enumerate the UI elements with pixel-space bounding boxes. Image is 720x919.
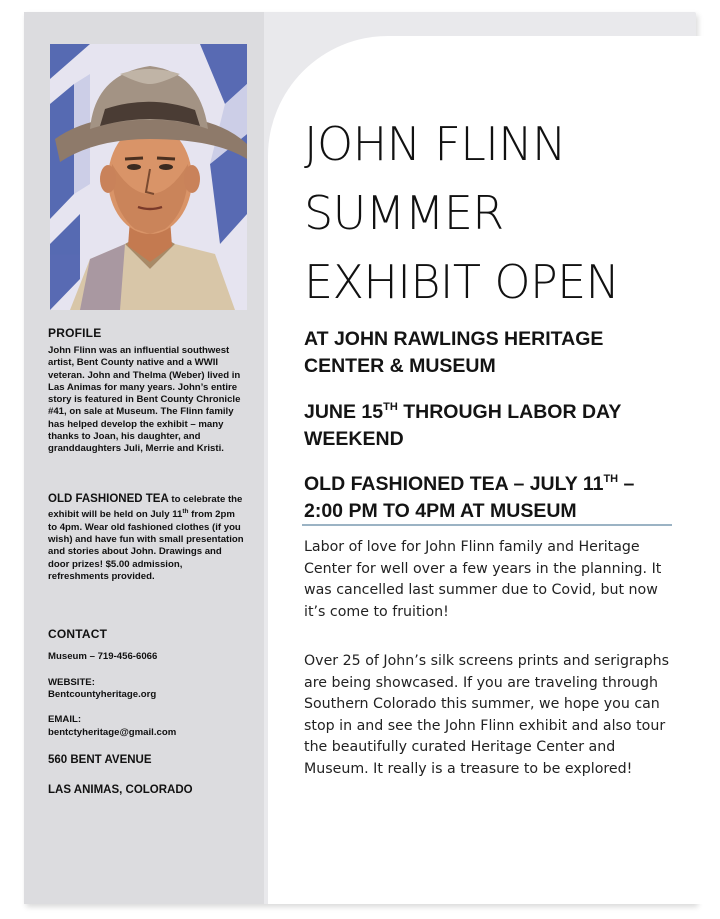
tea-description: OLD FASHIONED TEA to celebrate the exhibit will be held on July 11th from 2pm to 4pm. Wear old fashioned clothes (if you wish) and have fun with small presentation and stories about John. Drawings and door prizes! $5.00 admission, refreshments provided. bbox=[48, 493, 244, 582]
dates-subhead: JUNE 15TH THROUGH LABOR DAY WEEKEND bbox=[304, 401, 621, 450]
tea-heading: OLD FASHIONED TEA bbox=[48, 493, 169, 505]
city-state: LAS ANIMAS, COLORADO bbox=[48, 784, 193, 796]
tea-subhead: OLD FASHIONED TEA – JULY 11TH – 2:00 PM TO 4PM AT MUSEUM bbox=[304, 473, 635, 522]
website-label: WEBSITE: bbox=[48, 677, 95, 688]
title-line: JOHN FLINN bbox=[304, 117, 566, 171]
location-subhead: AT JOHN RAWLINGS HERITAGE CENTER & MUSEUM bbox=[304, 328, 604, 377]
body-paragraph-1: Labor of love for John Flinn family and Heritage Center for well over a few years in the planning. It was cancelled last summer due to Covid, but now it’s come to fruition! bbox=[304, 539, 662, 620]
contact-heading: CONTACT bbox=[48, 627, 108, 641]
divider bbox=[302, 524, 672, 526]
phone-number: Museum – 719-456-6066 bbox=[48, 651, 158, 662]
website-link[interactable]: Bentcountyheritage.org bbox=[48, 689, 157, 700]
address: 560 BENT AVENUE bbox=[48, 754, 152, 766]
profile-text: John Flinn was an influential southwest artist, Bent County native and a WWII veteran. John and Thelma (Weber) lived in Las Animas for many years. John’s entire story is featured in Bent County Chronicle #41, on sale at Museum. The Flinn family has helped develop the exhibit – many thanks to Joan, his daughter, and granddaughters Juli, Merrie and Kristi. bbox=[48, 345, 241, 455]
email-link[interactable]: bentctyheritage@gmail.com bbox=[48, 727, 177, 738]
title-line: SUMMER bbox=[304, 186, 504, 240]
profile-heading: PROFILE bbox=[48, 326, 102, 340]
body-paragraph-2: Over 25 of John’s silk screens prints and serigraphs are being showcased. If you are traveling through Southern Colorado this summer, we hope you can stop in and see the John Flinn exhibit and also tour the beautifully curated Heritage Center and Museum. It really is a treasure to be explored! bbox=[304, 653, 669, 777]
page-title bbox=[304, 110, 619, 317]
title-line: EXHIBIT OPEN bbox=[304, 255, 620, 309]
email-label: EMAIL: bbox=[48, 714, 82, 725]
portrait-image bbox=[50, 44, 247, 310]
